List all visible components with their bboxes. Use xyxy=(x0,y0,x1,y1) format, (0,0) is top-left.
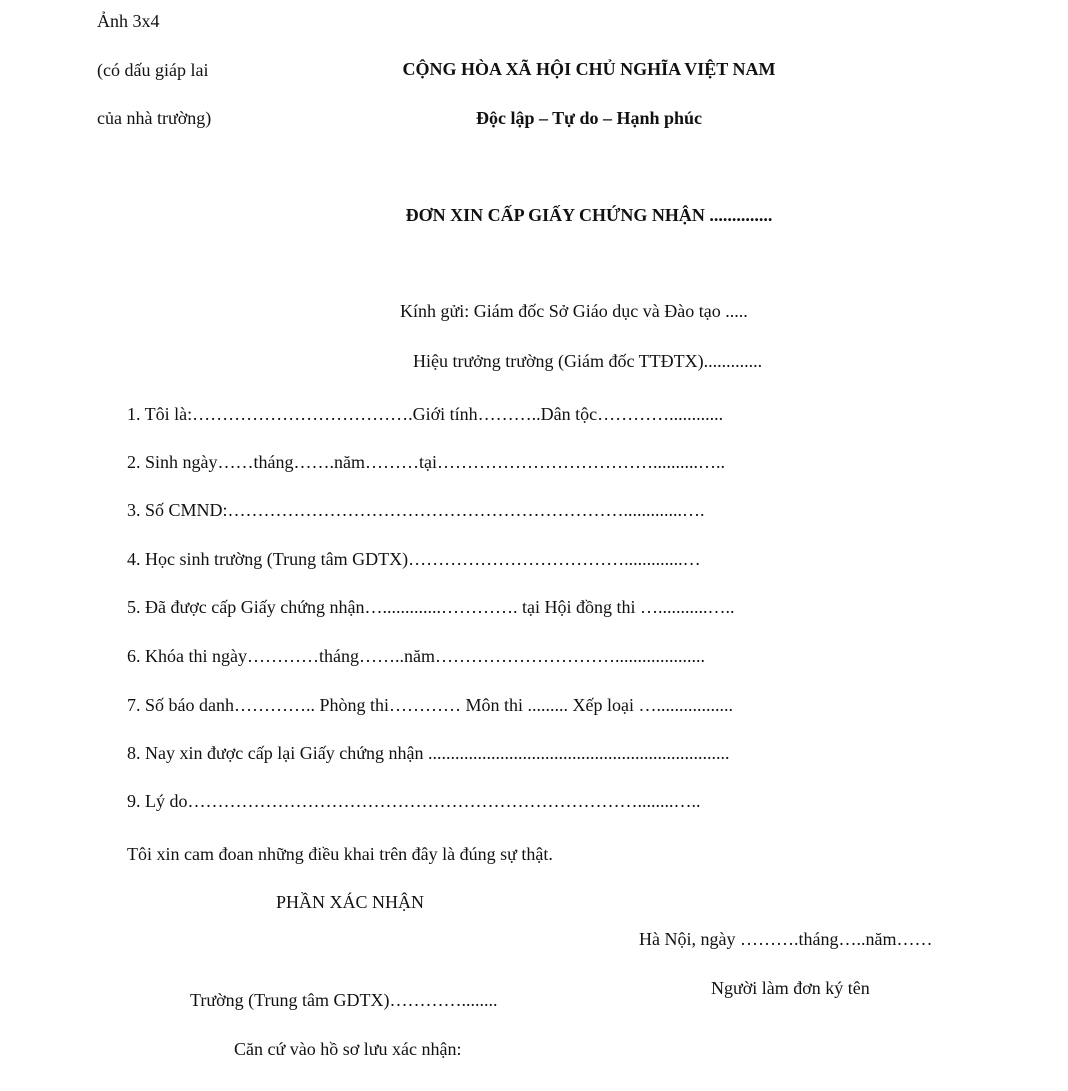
basis-line: Căn cứ vào hồ sơ lưu xác nhận: xyxy=(234,1039,462,1059)
field-line-8: 8. Nay xin được cấp lại Giấy chứng nhận ................................................................... xyxy=(127,743,730,763)
date-line: Hà Nội, ngày ……….tháng…..năm…… xyxy=(639,929,933,949)
field-line-9: 9. Lý do…………………………………………………………………........….. xyxy=(127,791,701,811)
field-line-7: 7. Số báo danh………….. Phòng thi………… Môn thi ......... Xếp loại …................. xyxy=(127,695,733,715)
form-title: ĐƠN XIN CẤP GIẤY CHỨNG NHẬN .............. xyxy=(405,205,773,225)
country-heading: CỘNG HÒA XÃ HỘI CHỦ NGHĨA VIỆT NAM xyxy=(402,59,776,79)
photo-note-line-1: Ảnh 3x4 xyxy=(97,11,160,31)
school-confirmation-line: Trường (Trung tâm GDTX)…………........ xyxy=(190,990,498,1010)
photo-note-line-3: của nhà trường) xyxy=(97,108,212,128)
confirmation-heading: PHẦN XÁC NHẬN xyxy=(276,892,425,912)
photo-note-line-2: (có dấu giáp lai xyxy=(97,60,209,80)
recipient-line-1: Kính gửi: Giám đốc Sở Giáo dục và Đào tạo ..... xyxy=(400,301,748,321)
recipient-line-2: Hiệu trưởng trường (Giám đốc TTĐTX)............. xyxy=(413,351,763,371)
motto: Độc lập – Tự do – Hạnh phúc xyxy=(475,108,703,128)
field-line-3: 3. Số CMND:………………………………………………………….............…. xyxy=(127,500,705,520)
field-line-6: 6. Khóa thi ngày…………tháng……..năm………………………….................... xyxy=(127,646,705,666)
field-line-2: 2. Sinh ngày……tháng…….năm………tại………………………………..........….. xyxy=(127,452,725,472)
signer-label: Người làm đơn ký tên xyxy=(711,978,870,998)
declaration: Tôi xin cam đoan những điều khai trên đây là đúng sự thật. xyxy=(127,844,553,864)
field-line-4: 4. Học sinh trường (Trung tâm GDTX)……………………………….............… xyxy=(127,549,701,569)
field-line-1: 1. Tôi là:……………………………….Giới tính………..Dân tộc…………............ xyxy=(127,404,724,424)
field-line-5: 5. Đã được cấp Giấy chứng nhận….............…………. tại Hội đồng thi …...........….. xyxy=(127,597,735,617)
